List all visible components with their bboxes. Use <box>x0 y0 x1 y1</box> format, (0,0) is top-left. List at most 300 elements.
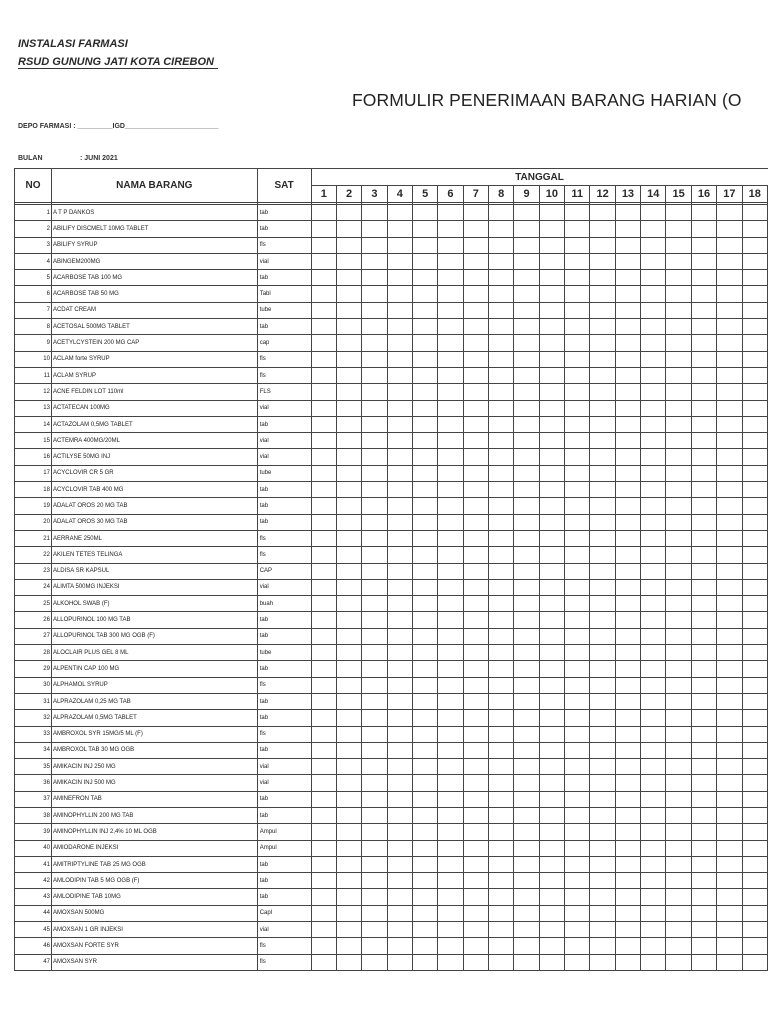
day-cell[interactable] <box>489 759 514 775</box>
day-cell[interactable] <box>691 400 716 416</box>
day-cell[interactable] <box>362 677 387 693</box>
day-cell[interactable] <box>489 367 514 383</box>
day-cell[interactable] <box>742 400 767 416</box>
day-cell[interactable] <box>412 547 437 563</box>
day-cell[interactable] <box>336 840 361 856</box>
day-cell[interactable] <box>311 433 336 449</box>
day-cell[interactable] <box>615 905 640 921</box>
day-cell[interactable] <box>463 286 488 302</box>
day-cell[interactable] <box>717 221 742 237</box>
day-cell[interactable] <box>717 693 742 709</box>
day-cell[interactable] <box>717 416 742 432</box>
day-cell[interactable] <box>666 645 691 661</box>
day-cell[interactable] <box>615 367 640 383</box>
day-cell[interactable] <box>590 677 615 693</box>
day-cell[interactable] <box>717 367 742 383</box>
day-cell[interactable] <box>412 416 437 432</box>
day-cell[interactable] <box>691 661 716 677</box>
day-cell[interactable] <box>539 563 564 579</box>
day-cell[interactable] <box>615 807 640 823</box>
day-cell[interactable] <box>463 384 488 400</box>
day-cell[interactable] <box>666 677 691 693</box>
day-cell[interactable] <box>691 922 716 938</box>
day-cell[interactable] <box>362 253 387 269</box>
day-cell[interactable] <box>666 465 691 481</box>
day-cell[interactable] <box>336 710 361 726</box>
day-cell[interactable] <box>412 824 437 840</box>
day-cell[interactable] <box>514 596 539 612</box>
day-cell[interactable] <box>463 645 488 661</box>
day-cell[interactable] <box>539 905 564 921</box>
day-cell[interactable] <box>742 286 767 302</box>
day-cell[interactable] <box>717 742 742 758</box>
day-cell[interactable] <box>362 221 387 237</box>
day-cell[interactable] <box>565 302 590 318</box>
day-cell[interactable] <box>514 221 539 237</box>
day-cell[interactable] <box>742 367 767 383</box>
day-cell[interactable] <box>691 612 716 628</box>
day-cell[interactable] <box>615 645 640 661</box>
day-cell[interactable] <box>362 498 387 514</box>
day-cell[interactable] <box>463 938 488 954</box>
day-cell[interactable] <box>463 319 488 335</box>
day-cell[interactable] <box>489 335 514 351</box>
day-cell[interactable] <box>362 319 387 335</box>
day-cell[interactable] <box>666 596 691 612</box>
day-cell[interactable] <box>641 693 666 709</box>
day-cell[interactable] <box>463 302 488 318</box>
day-cell[interactable] <box>438 270 463 286</box>
day-cell[interactable] <box>438 498 463 514</box>
day-cell[interactable] <box>463 530 488 546</box>
day-cell[interactable] <box>565 840 590 856</box>
day-cell[interactable] <box>565 807 590 823</box>
day-cell[interactable] <box>412 302 437 318</box>
day-cell[interactable] <box>412 482 437 498</box>
day-cell[interactable] <box>565 221 590 237</box>
day-cell[interactable] <box>666 400 691 416</box>
day-cell[interactable] <box>641 628 666 644</box>
day-cell[interactable] <box>742 253 767 269</box>
day-cell[interactable] <box>514 335 539 351</box>
day-cell[interactable] <box>641 384 666 400</box>
day-cell[interactable] <box>641 856 666 872</box>
day-cell[interactable] <box>514 889 539 905</box>
day-cell[interactable] <box>641 237 666 253</box>
day-cell[interactable] <box>311 856 336 872</box>
day-cell[interactable] <box>565 938 590 954</box>
day-cell[interactable] <box>666 237 691 253</box>
day-cell[interactable] <box>489 514 514 530</box>
day-cell[interactable] <box>666 628 691 644</box>
day-cell[interactable] <box>362 384 387 400</box>
day-cell[interactable] <box>362 807 387 823</box>
day-cell[interactable] <box>336 302 361 318</box>
day-cell[interactable] <box>412 612 437 628</box>
day-cell[interactable] <box>691 253 716 269</box>
day-cell[interactable] <box>615 840 640 856</box>
day-cell[interactable] <box>590 742 615 758</box>
day-cell[interactable] <box>514 954 539 970</box>
day-cell[interactable] <box>691 367 716 383</box>
day-cell[interactable] <box>539 433 564 449</box>
day-cell[interactable] <box>742 482 767 498</box>
day-cell[interactable] <box>666 840 691 856</box>
day-cell[interactable] <box>590 889 615 905</box>
day-cell[interactable] <box>691 498 716 514</box>
day-cell[interactable] <box>565 449 590 465</box>
day-cell[interactable] <box>362 693 387 709</box>
day-cell[interactable] <box>412 905 437 921</box>
day-cell[interactable] <box>590 628 615 644</box>
day-cell[interactable] <box>438 742 463 758</box>
day-cell[interactable] <box>336 807 361 823</box>
day-cell[interactable] <box>362 922 387 938</box>
day-cell[interactable] <box>336 433 361 449</box>
day-cell[interactable] <box>565 775 590 791</box>
day-cell[interactable] <box>489 400 514 416</box>
day-cell[interactable] <box>615 922 640 938</box>
day-cell[interactable] <box>565 384 590 400</box>
day-cell[interactable] <box>412 661 437 677</box>
day-cell[interactable] <box>742 775 767 791</box>
day-cell[interactable] <box>311 889 336 905</box>
day-cell[interactable] <box>717 579 742 595</box>
day-cell[interactable] <box>311 954 336 970</box>
day-cell[interactable] <box>539 514 564 530</box>
day-cell[interactable] <box>387 824 412 840</box>
day-cell[interactable] <box>489 384 514 400</box>
day-cell[interactable] <box>311 661 336 677</box>
day-cell[interactable] <box>489 726 514 742</box>
day-cell[interactable] <box>336 596 361 612</box>
day-cell[interactable] <box>742 759 767 775</box>
day-cell[interactable] <box>362 775 387 791</box>
day-cell[interactable] <box>615 319 640 335</box>
day-cell[interactable] <box>412 873 437 889</box>
day-cell[interactable] <box>362 205 387 221</box>
day-cell[interactable] <box>691 530 716 546</box>
day-cell[interactable] <box>489 433 514 449</box>
day-cell[interactable] <box>641 433 666 449</box>
day-cell[interactable] <box>590 791 615 807</box>
day-cell[interactable] <box>691 889 716 905</box>
day-cell[interactable] <box>615 791 640 807</box>
day-cell[interactable] <box>412 367 437 383</box>
day-cell[interactable] <box>641 205 666 221</box>
day-cell[interactable] <box>717 938 742 954</box>
day-cell[interactable] <box>336 221 361 237</box>
day-cell[interactable] <box>412 954 437 970</box>
day-cell[interactable] <box>615 824 640 840</box>
day-cell[interactable] <box>336 286 361 302</box>
day-cell[interactable] <box>615 856 640 872</box>
day-cell[interactable] <box>362 856 387 872</box>
day-cell[interactable] <box>387 938 412 954</box>
day-cell[interactable] <box>489 905 514 921</box>
day-cell[interactable] <box>463 856 488 872</box>
day-cell[interactable] <box>691 905 716 921</box>
day-cell[interactable] <box>463 628 488 644</box>
day-cell[interactable] <box>514 449 539 465</box>
day-cell[interactable] <box>387 661 412 677</box>
day-cell[interactable] <box>717 922 742 938</box>
day-cell[interactable] <box>539 449 564 465</box>
day-cell[interactable] <box>742 465 767 481</box>
day-cell[interactable] <box>438 514 463 530</box>
day-cell[interactable] <box>362 286 387 302</box>
day-cell[interactable] <box>691 205 716 221</box>
day-cell[interactable] <box>489 775 514 791</box>
day-cell[interactable] <box>691 954 716 970</box>
day-cell[interactable] <box>691 628 716 644</box>
day-cell[interactable] <box>742 661 767 677</box>
day-cell[interactable] <box>742 840 767 856</box>
day-cell[interactable] <box>717 530 742 546</box>
day-cell[interactable] <box>565 433 590 449</box>
day-cell[interactable] <box>412 449 437 465</box>
day-cell[interactable] <box>311 547 336 563</box>
day-cell[interactable] <box>666 612 691 628</box>
day-cell[interactable] <box>590 465 615 481</box>
day-cell[interactable] <box>742 873 767 889</box>
day-cell[interactable] <box>666 319 691 335</box>
day-cell[interactable] <box>717 465 742 481</box>
day-cell[interactable] <box>438 465 463 481</box>
day-cell[interactable] <box>412 938 437 954</box>
day-cell[interactable] <box>438 416 463 432</box>
day-cell[interactable] <box>362 563 387 579</box>
day-cell[interactable] <box>463 905 488 921</box>
day-cell[interactable] <box>666 530 691 546</box>
day-cell[interactable] <box>514 270 539 286</box>
day-cell[interactable] <box>362 482 387 498</box>
day-cell[interactable] <box>590 351 615 367</box>
day-cell[interactable] <box>565 547 590 563</box>
day-cell[interactable] <box>387 237 412 253</box>
day-cell[interactable] <box>438 873 463 889</box>
day-cell[interactable] <box>412 498 437 514</box>
day-cell[interactable] <box>717 384 742 400</box>
day-cell[interactable] <box>539 873 564 889</box>
day-cell[interactable] <box>336 563 361 579</box>
day-cell[interactable] <box>666 302 691 318</box>
day-cell[interactable] <box>565 205 590 221</box>
day-cell[interactable] <box>641 726 666 742</box>
day-cell[interactable] <box>691 645 716 661</box>
day-cell[interactable] <box>362 237 387 253</box>
day-cell[interactable] <box>489 677 514 693</box>
day-cell[interactable] <box>489 465 514 481</box>
day-cell[interactable] <box>489 205 514 221</box>
day-cell[interactable] <box>641 596 666 612</box>
day-cell[interactable] <box>666 954 691 970</box>
day-cell[interactable] <box>666 547 691 563</box>
day-cell[interactable] <box>565 710 590 726</box>
day-cell[interactable] <box>641 351 666 367</box>
day-cell[interactable] <box>438 693 463 709</box>
day-cell[interactable] <box>362 596 387 612</box>
day-cell[interactable] <box>742 954 767 970</box>
day-cell[interactable] <box>311 938 336 954</box>
day-cell[interactable] <box>717 775 742 791</box>
day-cell[interactable] <box>387 433 412 449</box>
day-cell[interactable] <box>438 286 463 302</box>
day-cell[interactable] <box>463 873 488 889</box>
day-cell[interactable] <box>666 514 691 530</box>
day-cell[interactable] <box>463 465 488 481</box>
day-cell[interactable] <box>641 661 666 677</box>
day-cell[interactable] <box>387 563 412 579</box>
day-cell[interactable] <box>615 302 640 318</box>
day-cell[interactable] <box>489 319 514 335</box>
day-cell[interactable] <box>489 661 514 677</box>
day-cell[interactable] <box>717 889 742 905</box>
day-cell[interactable] <box>691 563 716 579</box>
day-cell[interactable] <box>539 791 564 807</box>
day-cell[interactable] <box>691 873 716 889</box>
day-cell[interactable] <box>438 840 463 856</box>
day-cell[interactable] <box>412 628 437 644</box>
day-cell[interactable] <box>362 416 387 432</box>
day-cell[interactable] <box>336 253 361 269</box>
day-cell[interactable] <box>463 351 488 367</box>
day-cell[interactable] <box>514 400 539 416</box>
day-cell[interactable] <box>336 579 361 595</box>
day-cell[interactable] <box>717 710 742 726</box>
day-cell[interactable] <box>387 922 412 938</box>
day-cell[interactable] <box>362 954 387 970</box>
day-cell[interactable] <box>742 221 767 237</box>
day-cell[interactable] <box>641 873 666 889</box>
day-cell[interactable] <box>615 726 640 742</box>
day-cell[interactable] <box>615 612 640 628</box>
day-cell[interactable] <box>438 302 463 318</box>
day-cell[interactable] <box>615 253 640 269</box>
day-cell[interactable] <box>539 661 564 677</box>
day-cell[interactable] <box>412 270 437 286</box>
day-cell[interactable] <box>691 775 716 791</box>
day-cell[interactable] <box>565 253 590 269</box>
day-cell[interactable] <box>514 465 539 481</box>
day-cell[interactable] <box>742 612 767 628</box>
day-cell[interactable] <box>362 400 387 416</box>
day-cell[interactable] <box>362 661 387 677</box>
day-cell[interactable] <box>412 726 437 742</box>
day-cell[interactable] <box>514 319 539 335</box>
day-cell[interactable] <box>742 449 767 465</box>
day-cell[interactable] <box>412 775 437 791</box>
day-cell[interactable] <box>438 661 463 677</box>
day-cell[interactable] <box>615 563 640 579</box>
day-cell[interactable] <box>742 824 767 840</box>
day-cell[interactable] <box>565 873 590 889</box>
day-cell[interactable] <box>565 596 590 612</box>
day-cell[interactable] <box>666 416 691 432</box>
day-cell[interactable] <box>412 351 437 367</box>
day-cell[interactable] <box>615 482 640 498</box>
day-cell[interactable] <box>387 579 412 595</box>
day-cell[interactable] <box>666 726 691 742</box>
day-cell[interactable] <box>412 596 437 612</box>
day-cell[interactable] <box>412 710 437 726</box>
day-cell[interactable] <box>514 547 539 563</box>
day-cell[interactable] <box>590 579 615 595</box>
day-cell[interactable] <box>539 465 564 481</box>
day-cell[interactable] <box>615 661 640 677</box>
day-cell[interactable] <box>590 514 615 530</box>
day-cell[interactable] <box>438 954 463 970</box>
day-cell[interactable] <box>615 547 640 563</box>
day-cell[interactable] <box>336 530 361 546</box>
day-cell[interactable] <box>311 530 336 546</box>
day-cell[interactable] <box>438 563 463 579</box>
day-cell[interactable] <box>514 905 539 921</box>
day-cell[interactable] <box>387 759 412 775</box>
day-cell[interactable] <box>539 612 564 628</box>
day-cell[interactable] <box>489 286 514 302</box>
day-cell[interactable] <box>565 319 590 335</box>
day-cell[interactable] <box>336 742 361 758</box>
day-cell[interactable] <box>387 205 412 221</box>
day-cell[interactable] <box>514 938 539 954</box>
day-cell[interactable] <box>565 530 590 546</box>
day-cell[interactable] <box>438 710 463 726</box>
day-cell[interactable] <box>463 693 488 709</box>
day-cell[interactable] <box>412 384 437 400</box>
day-cell[interactable] <box>691 416 716 432</box>
day-cell[interactable] <box>412 693 437 709</box>
day-cell[interactable] <box>666 661 691 677</box>
day-cell[interactable] <box>615 889 640 905</box>
day-cell[interactable] <box>590 253 615 269</box>
day-cell[interactable] <box>362 759 387 775</box>
day-cell[interactable] <box>539 889 564 905</box>
day-cell[interactable] <box>666 498 691 514</box>
day-cell[interactable] <box>742 237 767 253</box>
day-cell[interactable] <box>311 905 336 921</box>
day-cell[interactable] <box>311 335 336 351</box>
day-cell[interactable] <box>387 270 412 286</box>
day-cell[interactable] <box>590 547 615 563</box>
day-cell[interactable] <box>615 677 640 693</box>
day-cell[interactable] <box>742 319 767 335</box>
day-cell[interactable] <box>514 530 539 546</box>
day-cell[interactable] <box>311 319 336 335</box>
day-cell[interactable] <box>717 954 742 970</box>
day-cell[interactable] <box>539 954 564 970</box>
day-cell[interactable] <box>463 482 488 498</box>
day-cell[interactable] <box>489 628 514 644</box>
day-cell[interactable] <box>590 873 615 889</box>
day-cell[interactable] <box>666 205 691 221</box>
day-cell[interactable] <box>742 742 767 758</box>
day-cell[interactable] <box>590 710 615 726</box>
day-cell[interactable] <box>641 302 666 318</box>
day-cell[interactable] <box>336 335 361 351</box>
day-cell[interactable] <box>539 286 564 302</box>
day-cell[interactable] <box>438 889 463 905</box>
day-cell[interactable] <box>387 482 412 498</box>
day-cell[interactable] <box>387 221 412 237</box>
day-cell[interactable] <box>666 367 691 383</box>
day-cell[interactable] <box>311 237 336 253</box>
day-cell[interactable] <box>615 465 640 481</box>
day-cell[interactable] <box>615 873 640 889</box>
day-cell[interactable] <box>615 954 640 970</box>
day-cell[interactable] <box>590 824 615 840</box>
day-cell[interactable] <box>514 351 539 367</box>
